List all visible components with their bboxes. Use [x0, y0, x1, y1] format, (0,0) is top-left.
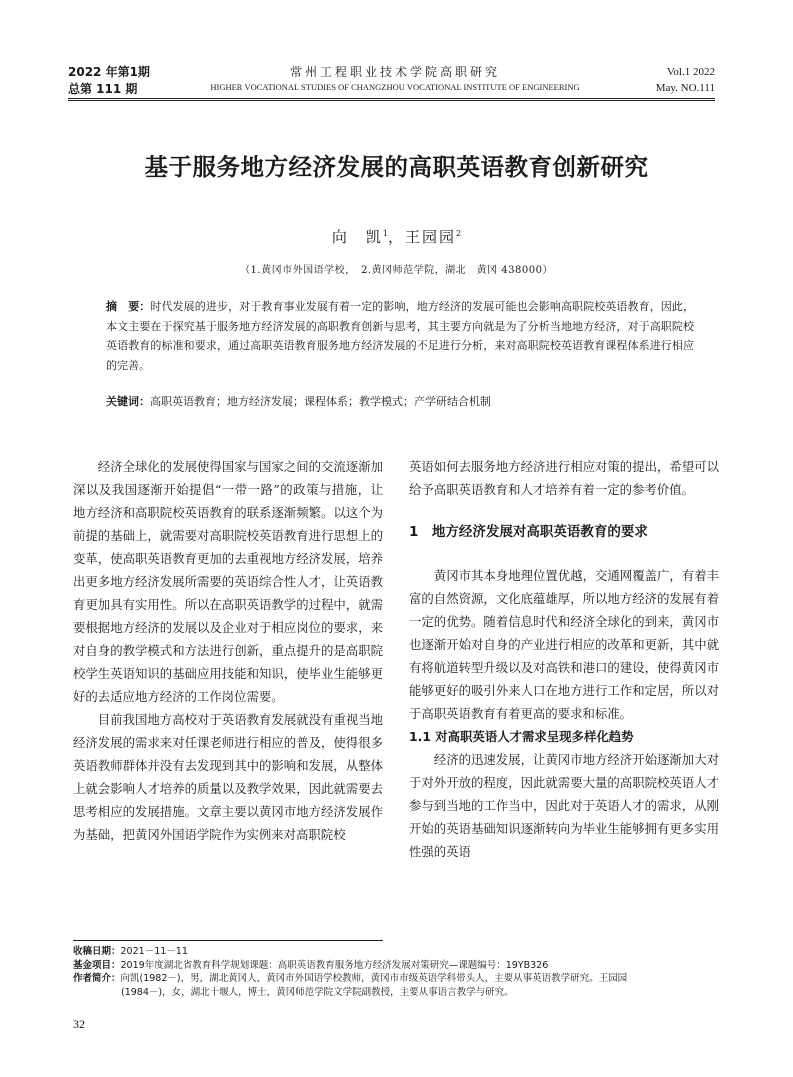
footnotes	[73, 945, 725, 999]
author-2-affil-mark: 2	[456, 229, 462, 238]
volume: Vol.1 2022	[666, 66, 715, 78]
paragraph: 经济的迅速发展，让黄冈市地方经济开始逐渐加大对于对外开放的程度，因此就需要大量的高职院校英语人才参与到当地的工作当中，因此对于英语人才的需求，从刚开始的英语基础知识逐渐转向为毕业生能够拥有更多实用性强的英语	[409, 752, 719, 859]
section-heading: 1 地方经济发展对高职英语教育的要求	[409, 524, 648, 540]
keywords	[106, 392, 694, 412]
fund-label: 基金项目：	[73, 959, 121, 971]
received-label: 收稿日期：	[73, 946, 121, 957]
journal-name-cn: 常州工程职业技术学院高职研究	[289, 65, 500, 79]
paragraph: 黄冈市其本身地理位置优越，交通网覆盖广，有着丰富的自然资源，文化底蕴雄厚，所以地方经济的发展有着一定的优势。随着信息时代和经济全球化的到来，黄冈市也逐渐开始对自身的产业进行相应的改革和更新，其中就有将航道转型升级以及对高铁和港口的建设，使得黄冈市能够更好的吸引外来人口在地方进行工作和定居，所以对于高职英语教育有着更高的要求和标准。	[409, 568, 719, 721]
year-issue: 2022 年第1期	[68, 65, 150, 79]
author-bio	[73, 972, 725, 986]
footnote-rule	[73, 940, 383, 941]
right-column	[409, 455, 719, 863]
abstract-text: 时代发展的进步，对于教育事业发展有着一定的影响，地方经济的发展可能也会影响高职院校英语教育，因此，本文主要在于探究基于服务地方经济发展的高职教育创新与思考，其主要方向就是为了分析当地地方经济，对于高职院校英语教育的标准和要求，通过高职英语教育服务地方经济发展的不足进行分析，来对高职院校英语教育课程体系进行相应的完善。	[106, 300, 695, 372]
author-bio-continued: (1984－)，女，湖北十堰人，博士，黄冈师范学院文学院副教授，主要从事语言教学与研究。	[121, 986, 514, 998]
keywords-text: 高职英语教育；地方经济发展；课程体系；教学模式；产学研结合机制	[150, 395, 491, 408]
issue-number: May. NO.111	[655, 82, 715, 94]
total-issue: 总第 111 期	[68, 82, 138, 96]
received-value: 2021－11－11	[120, 946, 188, 957]
author-1-affil-mark: 1	[382, 229, 388, 238]
fund-value: 2019年度湖北省教育科学规划课题：高职英语教育服务地方经济发展对策研究—课题编号：19YB326	[120, 959, 549, 971]
author-2: 王园园	[405, 228, 457, 246]
paper-title: 基于服务地方经济发展的高职英语教育创新研究	[144, 153, 649, 181]
abstract	[106, 297, 694, 375]
page-number: 32	[73, 1017, 85, 1031]
volume-info	[656, 64, 715, 96]
paragraph: 目前我国地方高校对于英语教育发展就没有重视当地经济发展的需求来对任课老师进行相应的普及，使得很多英语教师群体并没有去发现到其中的影响和发展，从整体上就会影响人才培养的质量以及教学效果，因此就需要去思考相应的发展措施。文章主要以黄冈市地方经济发展作为基础，把黄冈外国语学院作为实例来对高职院校	[73, 712, 383, 842]
affiliation: （1.黄冈市外国语学校， 2.黄冈师范学院，湖北 黄冈 438000）	[240, 265, 553, 276]
left-column	[73, 455, 383, 846]
paragraph-continued: 英语如何去服务地方经济进行相应对策的提出，希望可以给予高职英语教育和人才培养有着一定的参考价值。	[409, 459, 719, 497]
author-1: 向 凯	[331, 228, 383, 246]
issue-info	[68, 64, 150, 98]
bio-label: 作者简介：	[73, 973, 121, 984]
fund-note	[73, 959, 725, 973]
received-date	[73, 945, 725, 959]
keywords-label: 关键词：	[106, 395, 150, 408]
journal-name	[170, 64, 620, 94]
journal-name-en: HIGHER VOCATIONAL STUDIES OF CHANGZHOU VOCATIONAL INSTITUTE OF ENGINEERING	[210, 82, 580, 92]
authors	[0, 226, 793, 247]
author-separator: ，	[387, 228, 405, 246]
paragraph: 经济全球化的发展使得国家与国家之间的交流逐渐加深以及我国逐渐开始提倡“一带一路”的政策与措施，让地方经济和高职院校英语教育的联系逐渐频繁。以这个为前提的基础上，就需要对高职院校英语教育进行思想上的变革，使高职英语教育更加的去重视地方经济发展，培养出更多地方经济发展所需要的英语综合性人才，让英语教育更加具有实用性。所以在高职英语教学的过程中，就需要根据地方经济的发展以及企业对于相应岗位的要求，来对自身的教学模式和方法进行创新，重点提升的是高职院校学生英语知识的基础应用技能和知识，使毕业生能够更好的去适应地方经济的工作岗位需要。	[73, 459, 383, 704]
subsection-heading: 1.1 对高职英语人才需求呈现多样化趋势	[409, 729, 634, 744]
abstract-label: 摘 要：	[106, 300, 151, 313]
header-rule	[68, 98, 715, 101]
bio-line-1: 向凯(1982－)，男，湖北黄冈人，黄冈市外国语学校教师，黄冈市市级英语学科带头人，主要从事英语教学研究。王园园	[120, 973, 628, 984]
